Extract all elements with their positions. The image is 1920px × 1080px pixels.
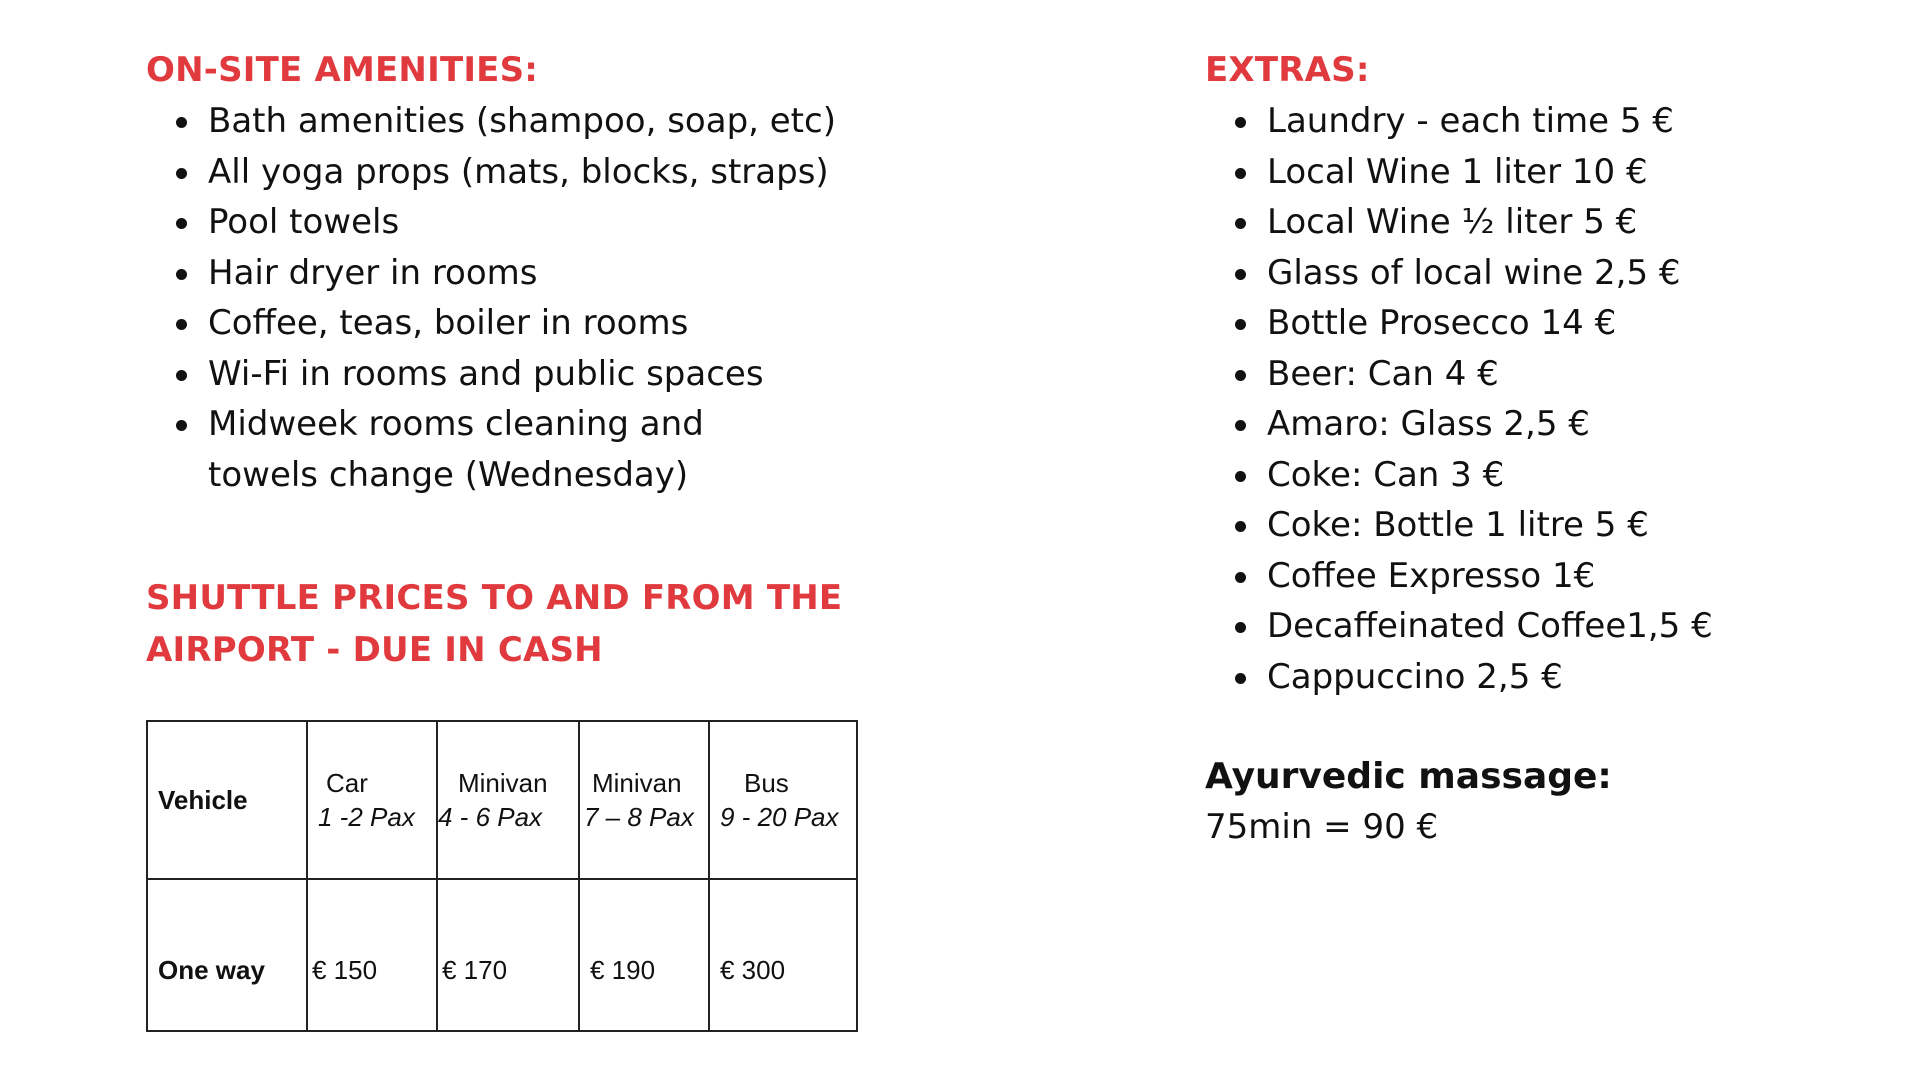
price-value: € 300 [720,954,786,985]
table-cell [147,879,307,1031]
list-item: Beer: Can 4 € [1205,349,1885,400]
table-cell [147,721,307,879]
list-item: Amaro: Glass 2,5 € [1205,399,1885,450]
table-cell [579,879,709,1031]
list-item: Laundry - each time 5 € [1205,96,1885,147]
vehicle-row-label: Vehicle [158,784,248,815]
table-cell [307,721,437,879]
massage-price: 75min = 90 € [1205,807,1439,847]
list-item: Coke: Bottle 1 litre 5 € [1205,500,1885,551]
vehicle-name: Bus [744,768,789,798]
left-column [146,44,966,1032]
massage-title: Ayurvedic massage: [1205,756,1612,797]
vehicle-name: Minivan [458,768,548,798]
amenities-heading: ON-SITE AMENITIES: [146,50,539,90]
vehicle-capacity: 7 – 8 Pax [584,802,694,832]
list-item: Wi-Fi in rooms and public spaces [146,349,966,400]
table-row [147,721,857,879]
shuttle-price-table [146,720,858,1032]
table-cell [709,721,857,879]
list-item: Decaffeinated Coffee1,5 € [1205,601,1885,652]
table-cell [307,879,437,1031]
shuttle-heading: SHUTTLE PRICES TO AND FROM THE AIRPORT - DUE IN CASH [146,578,843,670]
list-item: Local Wine 1 liter 10 € [1205,147,1885,198]
list-item: Hair dryer in rooms [146,248,966,299]
list-item: Pool towels [146,197,966,248]
vehicle-name: Minivan [592,768,682,798]
massage-section [1205,752,1885,852]
extras-list [1205,96,1885,702]
list-item: Cappuccino 2,5 € [1205,652,1885,703]
table-row [147,879,857,1031]
price-value: € 190 [590,954,656,985]
price-value: € 170 [442,954,508,985]
right-column [1205,44,1885,852]
vehicle-name: Car [326,768,368,798]
one-way-row-label: One way [158,954,265,985]
table-cell [437,879,579,1031]
list-item: Coffee Expresso 1€ [1205,551,1885,602]
table-cell [437,721,579,879]
extras-heading: EXTRAS: [1205,50,1370,90]
amenities-list [146,96,966,500]
list-item: Local Wine ½ liter 5 € [1205,197,1885,248]
list-item: Bottle Prosecco 14 € [1205,298,1885,349]
list-item: All yoga props (mats, blocks, straps) [146,147,966,198]
price-value: € 150 [312,954,378,985]
table-cell [579,721,709,879]
list-item: Coffee, teas, boiler in rooms [146,298,966,349]
vehicle-capacity: 9 - 20 Pax [720,802,839,832]
list-item: Midweek rooms cleaning and towels change (Wednesday) [146,399,808,500]
vehicle-capacity: 4 - 6 Pax [438,802,543,832]
vehicle-capacity: 1 -2 Pax [318,802,415,832]
list-item: Coke: Can 3 € [1205,450,1885,501]
table-cell [709,879,857,1031]
list-item: Glass of local wine 2,5 € [1205,248,1885,299]
list-item: Bath amenities (shampoo, soap, etc) [146,96,966,147]
